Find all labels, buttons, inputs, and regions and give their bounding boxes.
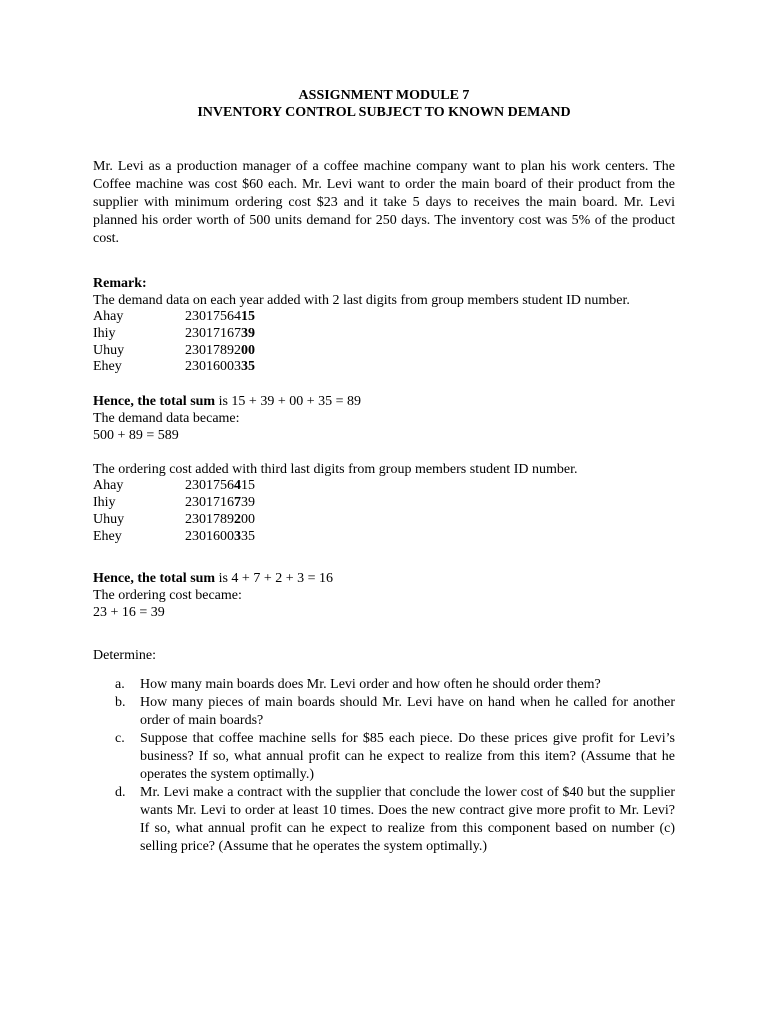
question-list (93, 676, 675, 856)
ordering-intro: The ordering cost added with third last digits from group members student ID number. (93, 462, 578, 478)
student-name: Ehey (93, 528, 122, 544)
student-id-row (93, 495, 675, 512)
student-id: 2301600335 (185, 359, 255, 375)
demand-id-list (93, 309, 675, 376)
student-name: Ahay (93, 309, 124, 324)
ordering-became: The ordering cost became: (93, 588, 242, 604)
ordering-calc: 23 + 16 = 39 (93, 605, 165, 621)
student-name: Uhuy (93, 342, 125, 358)
question-letter: a. (115, 677, 125, 693)
demand-sum-line (93, 393, 675, 410)
student-id-row (93, 478, 675, 495)
student-name: Ihiy (93, 494, 116, 510)
student-name: Uhuy (93, 511, 125, 527)
student-name: Ehey (93, 359, 122, 375)
question-text: Suppose that coffee machine sells for $85 each piece. Do these prices give profit for Levi’s business? If so, what annual profit can he expect to realize from this item? (Assume that he operates the system optimally.) (140, 731, 675, 783)
student-id: 2301756415 (185, 309, 255, 324)
student-id: 2301789200 (185, 342, 255, 358)
student-id-row (93, 529, 675, 546)
ordering-id-list (93, 478, 675, 545)
question-letter: c. (115, 731, 125, 747)
question-item (93, 784, 675, 856)
student-id-row (93, 309, 675, 326)
student-name: Ahay (93, 478, 124, 494)
demand-sum-rest: is 15 + 39 + 00 + 35 = 89 (215, 394, 362, 410)
student-id-row (93, 343, 675, 360)
remark-text: The demand data on each year added with 2 last digits from group members student ID number. (93, 293, 630, 308)
demand-became: The demand data became: (93, 411, 240, 427)
question-item (93, 694, 675, 730)
student-id-row (93, 326, 675, 343)
student-name: Ihiy (93, 325, 116, 341)
ordering-sum-line (93, 570, 675, 587)
ordering-sum-bold: Hence, the total sum (93, 571, 216, 587)
question-item (93, 730, 675, 784)
student-id-row (93, 359, 675, 376)
demand-calc: 500 + 89 = 589 (93, 428, 179, 444)
question-text: How many pieces of main boards should Mr. Levi have on hand when he called for another order of main boards? (140, 695, 675, 729)
demand-sum-bold: Hence, the total sum (93, 394, 216, 410)
determine-label: Determine: (93, 648, 156, 664)
document-page (93, 87, 675, 856)
question-text: How many main boards does Mr. Levi order and how often he should order them? (140, 677, 601, 693)
question-letter: d. (115, 785, 126, 801)
student-id: 2301716739 (185, 494, 255, 510)
remark-label: Remark: (93, 276, 147, 291)
student-id: 2301716739 (185, 325, 255, 341)
document-subtitle: INVENTORY CONTROL SUBJECT TO KNOWN DEMAND (197, 105, 571, 120)
student-id-row (93, 512, 675, 529)
student-id: 2301600335 (185, 528, 255, 544)
document-title: ASSIGNMENT MODULE 7 (298, 88, 470, 103)
student-id: 2301756415 (185, 478, 255, 494)
ordering-sum-rest: is 4 + 7 + 2 + 3 = 16 (215, 571, 334, 587)
question-item (93, 676, 675, 694)
student-id: 2301789200 (185, 511, 255, 527)
question-letter: b. (115, 695, 126, 711)
question-text: Mr. Levi make a contract with the supplier that conclude the lower cost of $40 but the supplier wants Mr. Levi to order at least 10 times. Does the new contract give more profit to Mr. Levi? If so, what annual profit can he expect to realize from this component based on number (c) selling price? (Assume that he operates the system optimally.) (140, 785, 675, 855)
intro-paragraph: Mr. Levi as a production manager of a coffee machine company want to plan his work centers. The Coffee machine was cost $60 each. Mr. Levi want to order the main board of their product from the supplier with minimum ordering cost $23 and it take 5 days to receives the main board. Mr. Levi planned his order worth of 500 units demand for 250 days. The inventory cost was 5% of the product cost. (93, 159, 675, 246)
